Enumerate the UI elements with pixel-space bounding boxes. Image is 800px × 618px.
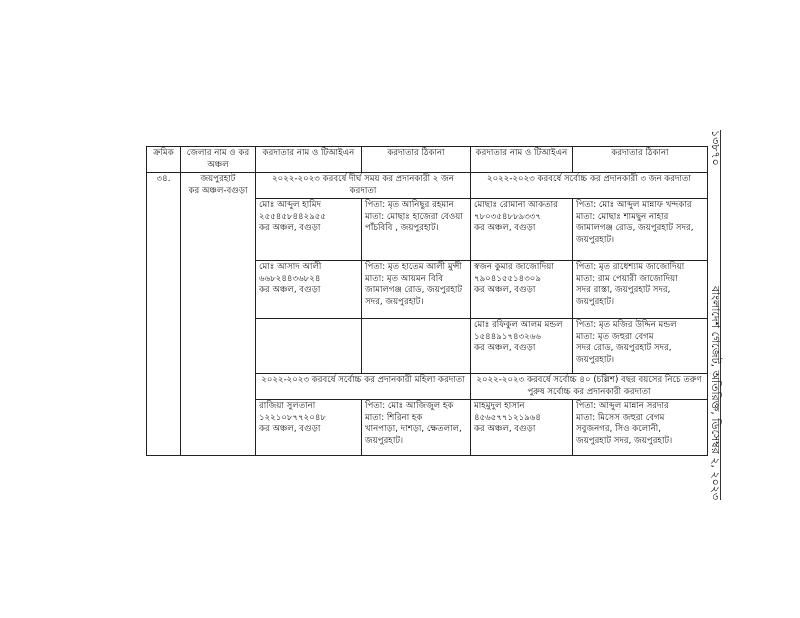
header-name-tin-1: করদাতার নাম ও টিআইএন: [256, 147, 362, 173]
cell-line: কর অঞ্চল, বগুড়া: [474, 223, 536, 233]
taxpayer-name-tin: [471, 319, 573, 374]
cell-line: পিতা: আব্দুল মান্নান সরদার: [576, 401, 669, 411]
tax-zone: কর অঞ্চল-বগুড়া: [188, 185, 248, 196]
header-district: জেলার নাম ও কর অঞ্চল: [181, 147, 256, 173]
cell-line: পিতা: মৃত আনিছুর রহমান: [365, 200, 454, 210]
cell-line: কর অঞ্চল, বগুড়া: [259, 285, 321, 295]
taxpayer-address: [362, 199, 471, 261]
taxpayer-name-tin: [256, 261, 362, 319]
group-heading-young-man: ২০২২-২০২৩ করবর্ষে সর্বোচ্চ ৪০ (চল্লিশ) বছর বয়সের নিচে তরুণ পুরুষ সর্বোচ্চ কর প্রদানকারী করদাতা: [471, 374, 708, 400]
header-address-2: করদাতার ঠিকানা: [573, 147, 708, 173]
taxpayer-name-tin: [471, 199, 573, 261]
taxpayer-address: [573, 319, 708, 374]
serial-cell: ৩৪.: [147, 173, 181, 456]
cell-line: মাতা: মোছাঃ শামছুন নাহার: [576, 211, 669, 222]
taxpayer-address: [573, 400, 708, 456]
cell-line: সদর রাস্তা, জয়পুরহাট সদর,: [576, 285, 671, 295]
cell-line: কর অঞ্চল, বগুড়া: [259, 424, 321, 434]
district-name: জয়পুরহাট: [200, 174, 236, 184]
cell-line: মাতা: রাম পেয়ারী জাজোদিয়া: [576, 273, 678, 284]
cell-line: কর অঞ্চল, বগুড়া: [474, 285, 536, 295]
cell-line: ৪৫৬৫৭৭১২১৯৬৪: [474, 412, 541, 423]
cell-line: পিতা: মোঃ আব্দুল মান্নাফ খন্দকার: [576, 200, 692, 210]
cell-line: মাহমুদুল হাসান: [474, 401, 525, 411]
taxpayer-table: [146, 146, 708, 456]
district-cell: [181, 173, 256, 456]
cell-line: মোছাঃ রোমানা আকতার: [474, 200, 558, 210]
cell-line: মাতা: শিরিনা হক: [365, 412, 423, 423]
header-address-1: করদাতার ঠিকানা: [362, 147, 471, 173]
cell-line: ৭৮০৩৫৪৮৮৯৩৩৭: [474, 211, 541, 222]
cell-line: জয়পুরহাট।: [365, 435, 404, 446]
cell-line: সদর, জয়পুরহাট।: [365, 296, 424, 307]
cell-line: পাঁচবিবি , জয়পুরহাট।: [365, 223, 439, 233]
taxpayer-name-tin: [471, 261, 573, 319]
cell-line: ১৫৪৪৯১৭৪৩২৬৬: [474, 331, 541, 342]
taxpayer-address: [362, 400, 471, 456]
cell-line: জামালগঞ্জ রোড, জয়পুরহাট: [365, 285, 463, 295]
header-name-tin-2: করদাতার নাম ও টিআইএন: [471, 147, 573, 173]
cell-line: ৭৯০৪১৫৫১৪৩০৯: [474, 273, 541, 284]
cell-line: মাতা: মোছাঃ হাজেরা বেওয়া: [365, 211, 463, 222]
cell-line: ২৫৫৪৫৮৪৪২৯৫৫: [259, 211, 326, 222]
cell-line: পিতা: মৃত মজির উদ্দিন মন্ডল: [576, 320, 677, 330]
cell-line: পিতা: মোঃ আজিজুল হক: [365, 401, 454, 411]
cell-line: পিতা: মৃত হাতেম আলী মুন্সী: [365, 262, 462, 272]
empty-cell: [362, 319, 471, 374]
header-serial: ক্রমিক: [147, 147, 181, 173]
cell-line: স্বজন কুমার জাজোদিয়া: [474, 262, 554, 272]
group-heading-highest: ২০২২-২০২৩ করবর্ষে সর্বোচ্চ কর প্রদানকারী ৩ জন করদাতা: [471, 173, 708, 199]
page-number: ১৩৮৭০: [709, 130, 722, 166]
cell-line: জয়পুরহাট।: [576, 354, 615, 365]
cell-line: মাতা: মৃত আয়মন বিবি: [365, 273, 443, 284]
cell-line: কর অঞ্চল, বগুড়া: [474, 343, 536, 353]
taxpayer-address: [573, 261, 708, 319]
cell-line: মোঃ আসাদ আলী: [259, 262, 322, 272]
cell-line: মাতা: মিসেস জহুরা বেগম: [576, 412, 665, 423]
cell-line: মোঃ রফিকুল আলম মন্ডল: [474, 320, 563, 330]
cell-line: মোঃ আব্দুল হামিদ: [259, 200, 322, 210]
cell-line: সদর রোড, জয়পুরহাট সদর,: [576, 343, 672, 353]
group-heading-row-1: [147, 173, 708, 199]
group-heading-woman: ২০২২-২০২৩ করবর্ষে সর্বোচ্চ কর প্রদানকারী মহিলা করদাতা: [256, 374, 471, 400]
cell-line: জয়পুরহাট সদর, জয়পুরহাট।: [576, 435, 673, 446]
cell-line: ৬৬৮২৪৪৩৬৮২৪: [259, 273, 321, 284]
taxpayer-name-tin: [471, 400, 573, 456]
taxpayer-address: [573, 199, 708, 261]
cell-line: ১২২১০৮৭৭২০৪৮: [259, 412, 326, 423]
taxpayer-name-tin: [256, 199, 362, 261]
taxpayer-address: [362, 261, 471, 319]
cell-line: কর অঞ্চল, বগুড়া: [259, 223, 321, 233]
cell-line: জয়পুরহাট।: [576, 296, 615, 307]
cell-line: রাজিয়া সুলতানা: [259, 401, 316, 411]
header-row: [147, 147, 708, 173]
empty-cell: [256, 319, 362, 374]
cell-line: জয়পুরহাট।: [576, 234, 615, 245]
cell-line: পিতা: মৃত রাধেশ্যাম জাজোদিয়া: [576, 262, 685, 272]
cell-line: সবুজনগর, সিও কলোনী,: [576, 424, 661, 434]
cell-line: জামালগঞ্জ রোড, জয়পুরহাট সদর,: [576, 223, 694, 233]
cell-line: খানপাড়া, দাশড়া, ক্ষেতলাল,: [365, 424, 462, 434]
gazette-title: বাংলাদেশ গেজেট, অতিরিক্ত, ডিসেম্বর ২, ২০২৩: [709, 285, 722, 500]
group-heading-long-time: ২০২২-২০২৩ করবর্ষে দীর্ঘ সময় কর প্রদানকারী ২ জন করদাতা: [256, 173, 471, 199]
cell-line: কর অঞ্চল, বগুড়া: [474, 424, 536, 434]
cell-line: মাতা: মৃত জহুরা বেগম: [576, 331, 654, 342]
taxpayer-name-tin: [256, 400, 362, 456]
